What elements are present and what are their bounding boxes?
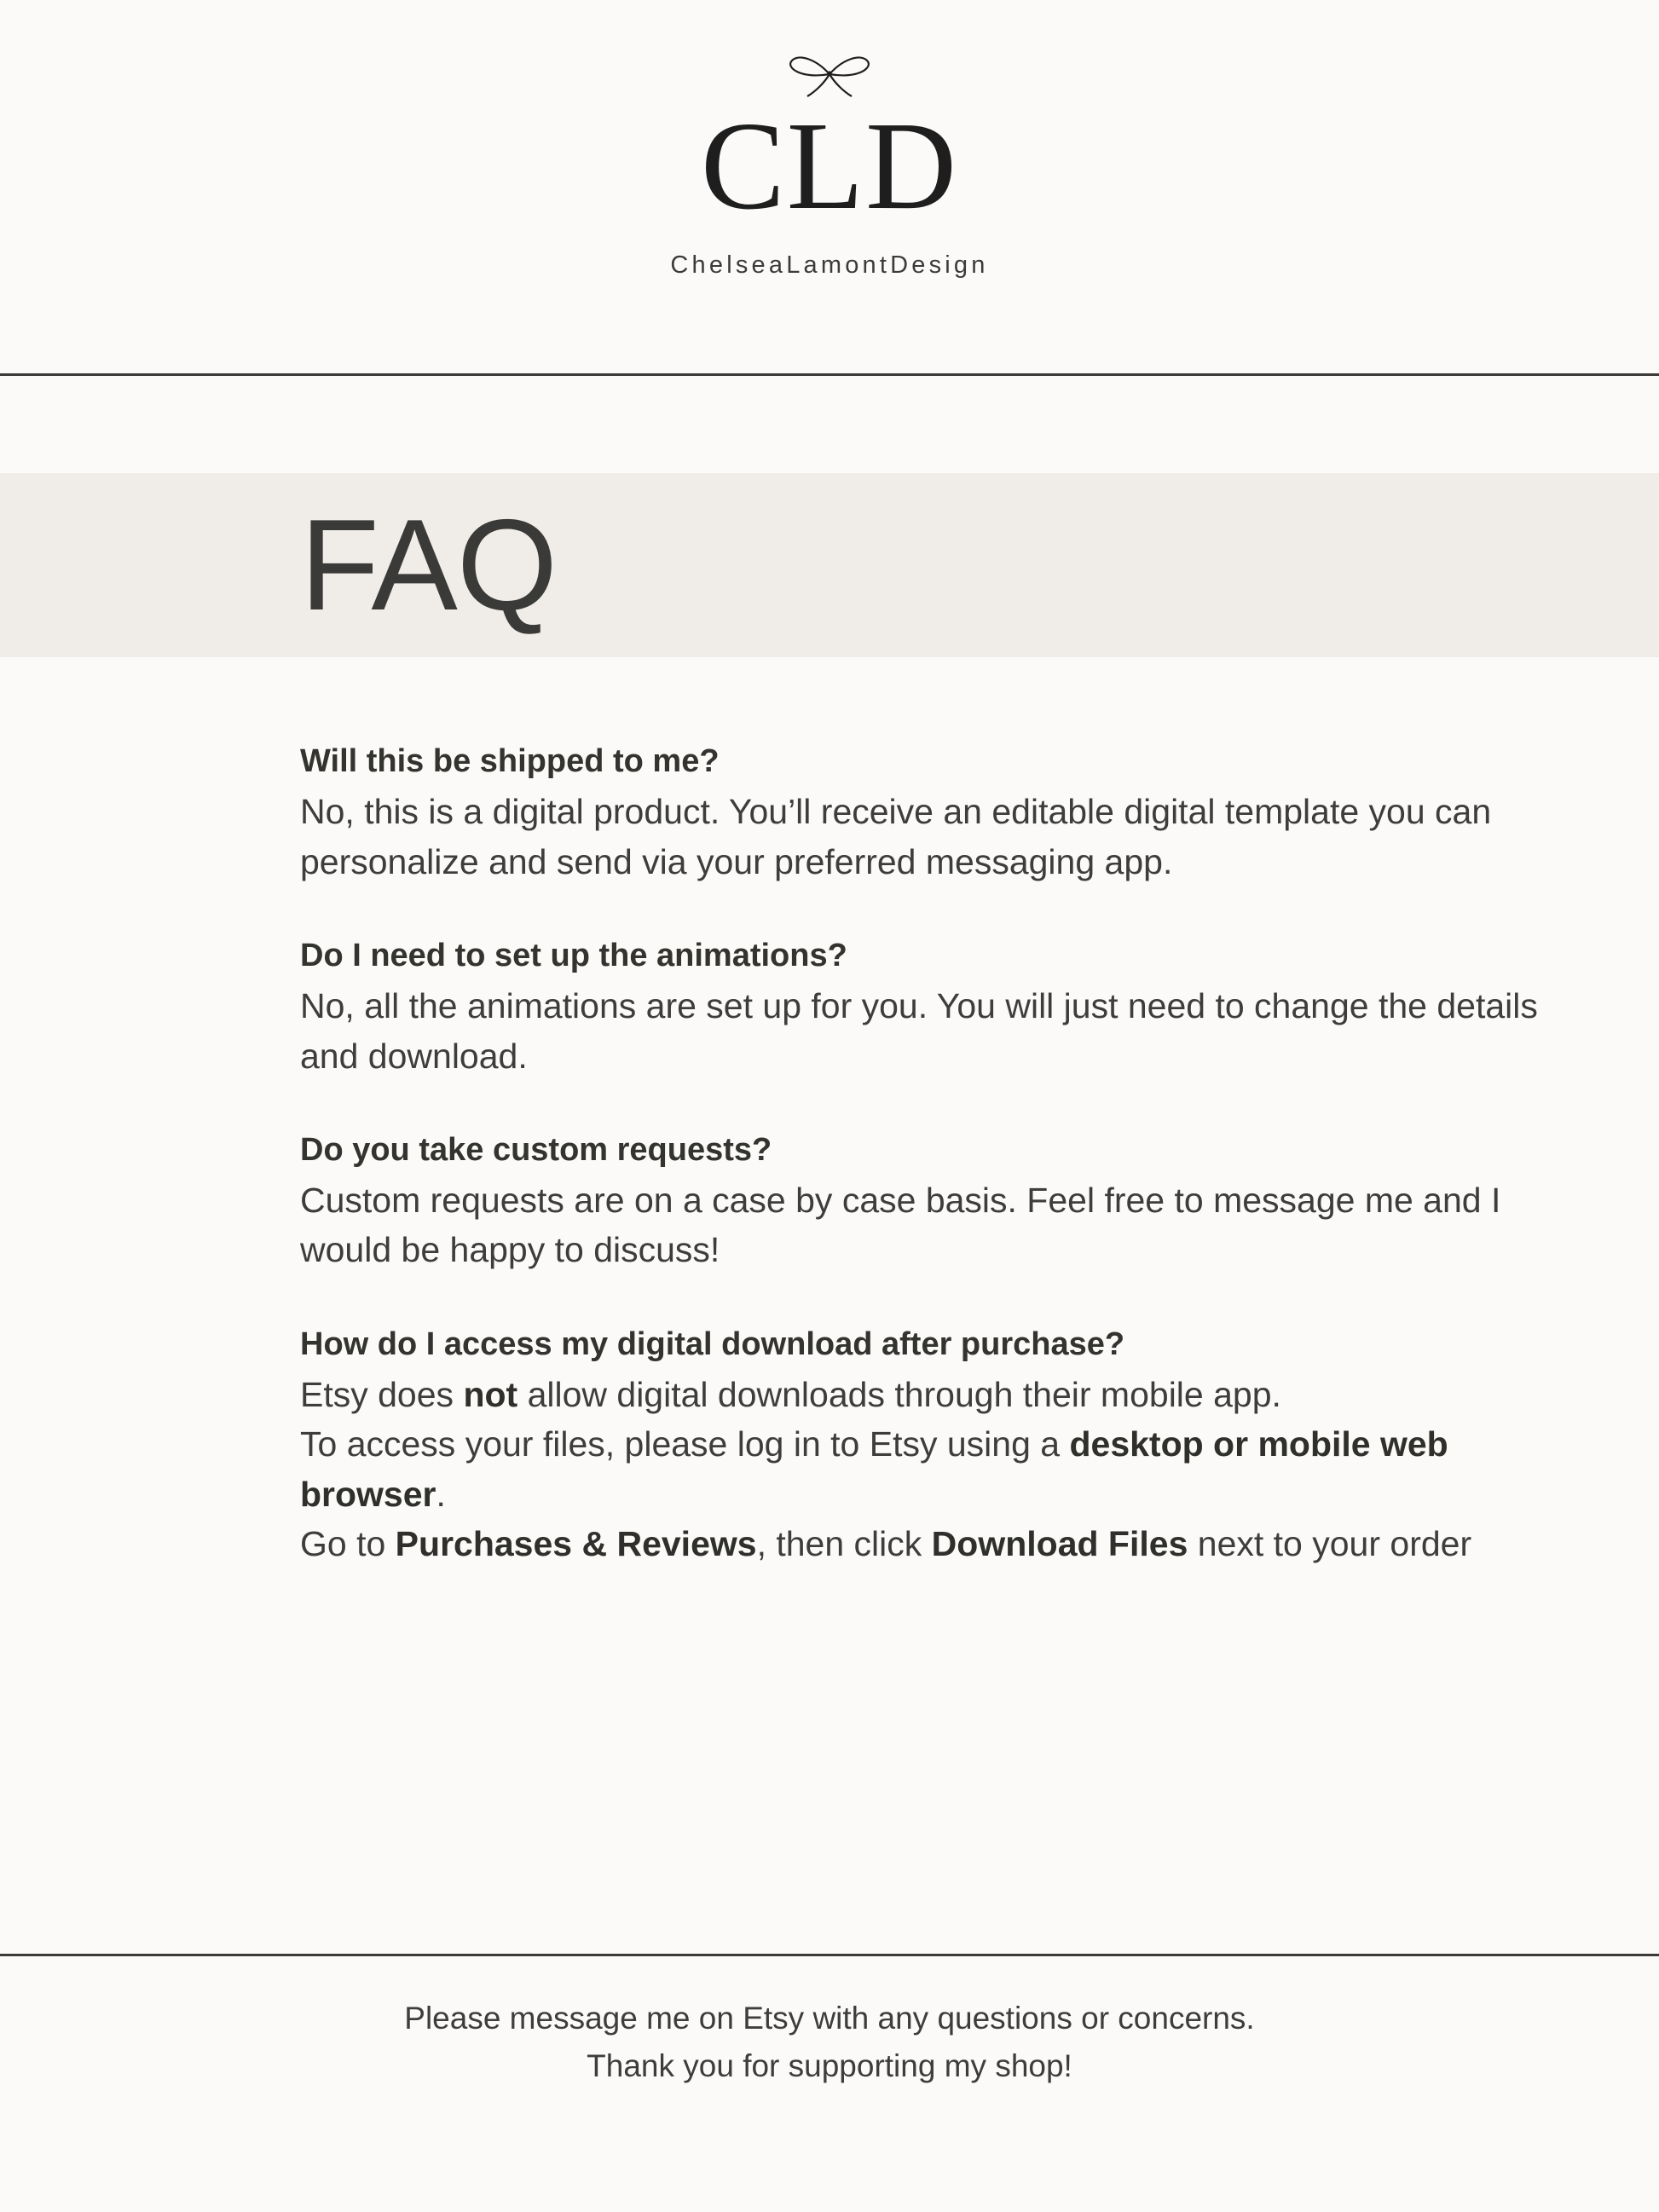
page-title: FAQ xyxy=(300,493,558,638)
faq-answer: No, this is a digital product. You’ll receive an editable digital template you can personalize and send via your preferred messaging app. xyxy=(300,792,1492,881)
faq-question: How do I access my digital download after purchase? xyxy=(300,1325,1125,1362)
faq-item xyxy=(300,739,1540,887)
logo-wordmark: ChelseaLamontDesign xyxy=(670,251,989,279)
brand-header xyxy=(0,0,1659,280)
faq-question: Do you take custom requests? xyxy=(300,1131,772,1168)
faq-item xyxy=(300,933,1540,1081)
faq-item xyxy=(300,1128,1540,1275)
footer-line-2: Thank you for supporting my shop! xyxy=(587,2047,1072,2083)
faq-item xyxy=(300,1322,1540,1568)
faq-banner xyxy=(0,473,1659,657)
faq-list xyxy=(0,739,1659,1568)
bow-icon xyxy=(0,47,1659,98)
faq-answer: Etsy does not allow digital downloads through their mobile app. To access your files, please log in to Etsy using a desktop or mobile web browser. Go to Purchases & Reviews, then click Download Files next to your order xyxy=(300,1375,1472,1563)
logo-monogram: CLD xyxy=(701,96,958,236)
footer xyxy=(0,1995,1659,2089)
faq-question: Do I need to set up the animations? xyxy=(300,937,847,973)
faq-question: Will this be shipped to me? xyxy=(300,743,720,779)
footer-divider xyxy=(0,1954,1659,1956)
faq-answer: Custom requests are on a case by case basis. Feel free to message me and I would be happy to discuss! xyxy=(300,1181,1501,1270)
footer-line-1: Please message me on Etsy with any questions or concerns. xyxy=(404,2001,1255,2036)
faq-answer: No, all the animations are set up for you. You will just need to change the details and download. xyxy=(300,986,1538,1076)
header-divider xyxy=(0,373,1659,376)
